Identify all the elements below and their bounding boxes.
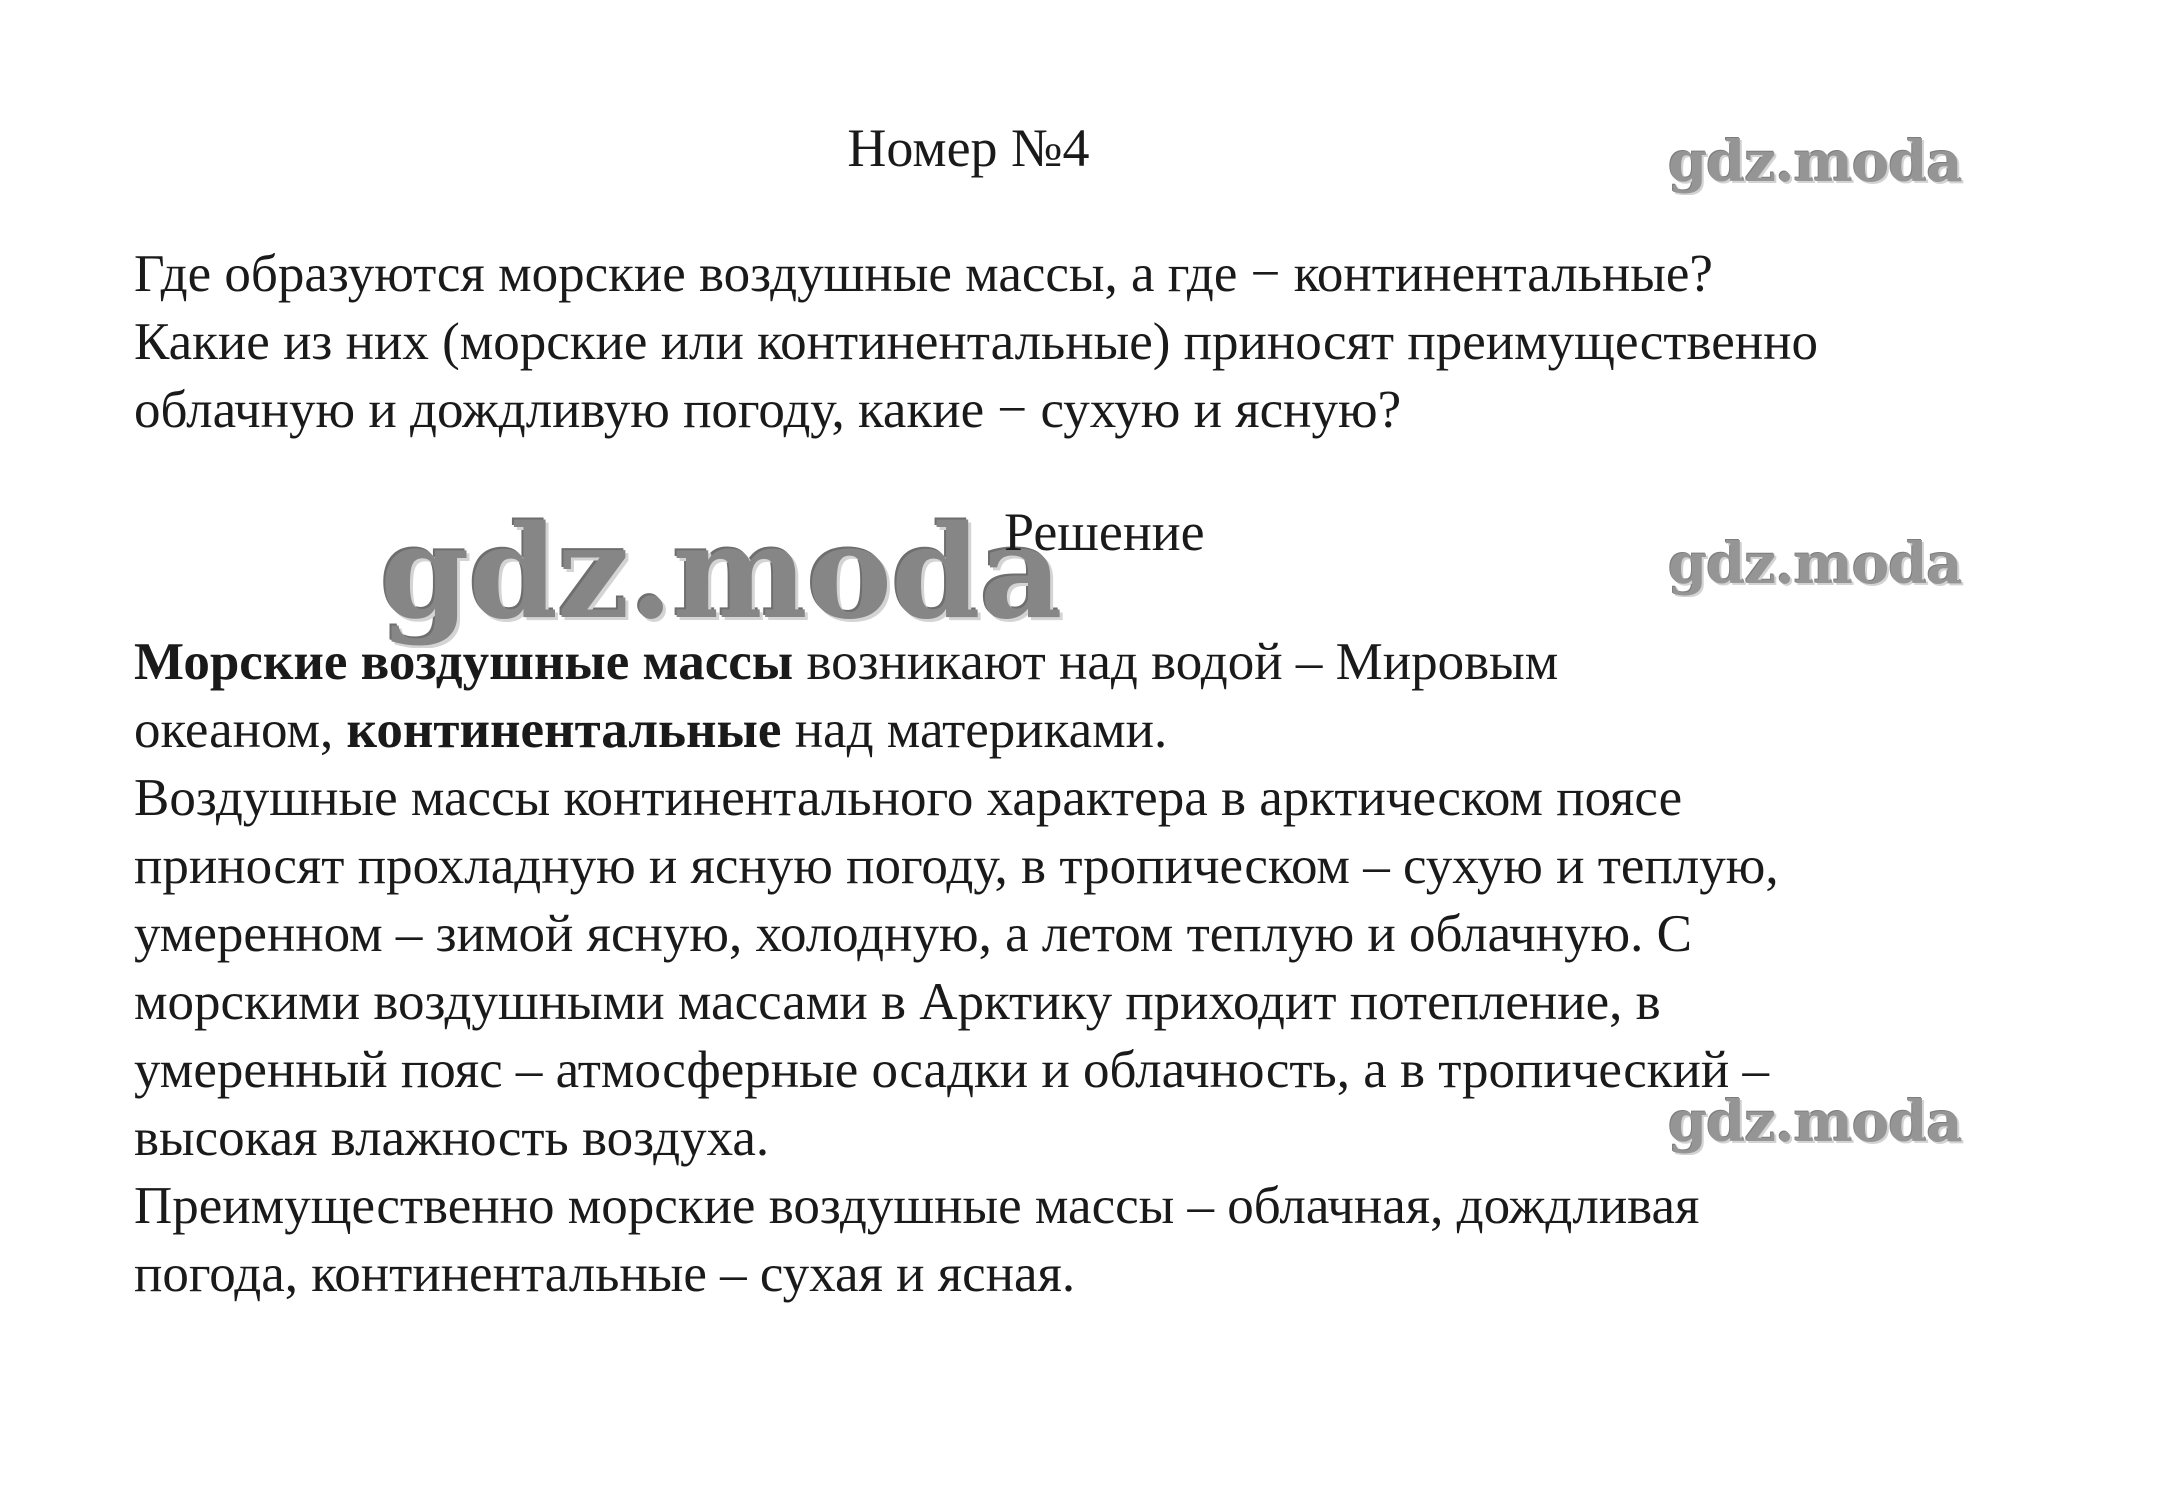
answer-bold-term: континентальные (346, 701, 782, 759)
answer-line: Воздушные массы континентального характера в арктическом поясе (134, 769, 1683, 827)
question-line: облачную и дождливую погоду, какие − сухую и ясную? (134, 381, 1402, 439)
answer-line: приносят прохладную и ясную погоду, в тропическом – сухую и теплую, (134, 837, 1779, 895)
question-text (134, 240, 2134, 444)
answer-line-rest: возникают над водой – Мировым (793, 633, 1559, 691)
answer-line: высокая влажность воздуха. (134, 1109, 770, 1167)
answer-line: умеренном – зимой ясную, холодную, а летом теплую и облачную. С (134, 905, 1692, 963)
answer-line: умеренный пояс – атмосферные осадки и облачность, а в тропический – (134, 1041, 1770, 1099)
watermark-right-middle: gdz.moda (1668, 531, 1962, 597)
answer-line-rest: над материками. (781, 701, 1168, 759)
page-title: Номер №4 (847, 118, 1090, 178)
answer-line: погода, континентальные – сухая и ясная. (134, 1245, 1076, 1303)
question-line: Какие из них (морские или континентальные) приносят преимущественно (134, 313, 1818, 371)
watermark-bottom-right: gdz.moda (1668, 1089, 1962, 1155)
answer-text (134, 628, 2134, 1308)
answer-line: морскими воздушными массами в Арктику приходит потепление, в (134, 973, 1661, 1031)
question-line: Где образуются морские воздушные массы, а где − континентальные? (134, 245, 1713, 303)
answer-line (134, 696, 2134, 764)
answer-line-start: океаном, (134, 701, 347, 759)
watermark-large-center: gdz.moda (380, 498, 1062, 648)
answer-line (134, 628, 2134, 696)
answer-line: Преимущественно морские воздушные массы – облачная, дождливая (134, 1177, 1700, 1235)
watermark-top-right: gdz.moda (1668, 129, 1962, 195)
answer-bold-term: Морские воздушные массы (134, 633, 794, 691)
solution-heading: Решение (1004, 502, 1205, 562)
